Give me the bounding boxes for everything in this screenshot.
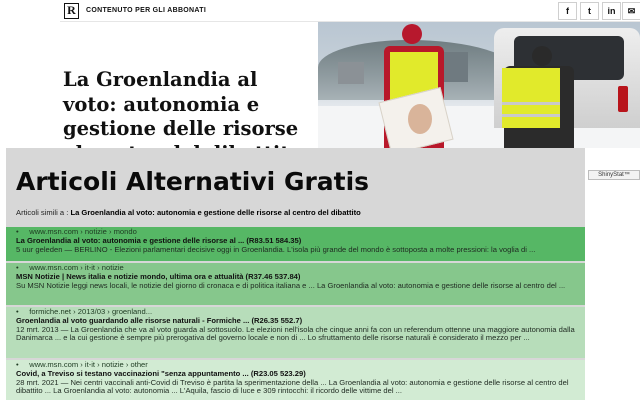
photo-person-hat <box>402 24 422 44</box>
facebook-share-button[interactable] <box>558 2 577 20</box>
result-title-link[interactable]: Covid, a Treviso si testano vaccinazioni "senza appuntamento ... (R23.05 523.29) <box>16 368 306 378</box>
alternative-articles-panel <box>6 148 585 400</box>
photo-poster-face <box>408 104 432 134</box>
result-title-link[interactable]: La Groenlandia al voto: autonomia e gestione delle risorse al ... (R83.51 584.35) <box>16 235 302 245</box>
result-source-text: www.msn.com › notizie › mondo <box>29 227 137 236</box>
photo-person-hat <box>532 46 552 66</box>
result-title-link[interactable]: MSN Notizie | News italia e notizie mondo, ultima ora e attualità (R37.46 537.84) <box>16 271 301 281</box>
result-title-link[interactable]: Groenlandia al voto guardando alle risorse naturali - Formiche ... (R26.35 552.7) <box>16 315 303 325</box>
result-item[interactable] <box>6 263 585 305</box>
result-item[interactable] <box>6 227 585 261</box>
facebook-icon: f <box>566 6 569 16</box>
article-header <box>60 0 640 22</box>
result-source-text: formiche.net › 2013/03 › groenland... <box>29 307 153 316</box>
panel-title: Articoli Alternativi Gratis <box>16 167 370 196</box>
photo-car-light <box>618 86 628 112</box>
result-snippet: Su MSN Notizie leggi news locali, le notizie del giorno di cronaca e di politica italiana e ... La Groenlandia al voto: autonomia e gestione delle risorse al centro del ... <box>16 280 566 290</box>
twitter-icon: t <box>588 6 591 16</box>
similar-to-line <box>16 208 361 217</box>
result-source-text: www.msn.com › it-it › notizie <box>29 263 124 272</box>
photo-person-vest <box>502 68 560 128</box>
result-item[interactable] <box>6 307 585 358</box>
result-source: • www.msn.com › it-it › notizie › other <box>16 360 148 369</box>
email-icon: ✉ <box>627 6 636 16</box>
similar-subject: La Groenlandia al voto: autonomia e gestione delle risorse al centro del dibattito <box>70 208 361 217</box>
photo-house <box>338 62 364 84</box>
result-source: • formiche.net › 2013/03 › groenland... <box>16 307 153 316</box>
similar-prefix: Articoli simili a : <box>16 208 69 217</box>
site-logo[interactable]: R <box>64 3 79 19</box>
article-photo <box>318 22 640 148</box>
page-side-gutter <box>585 148 640 400</box>
article-title: La Groenlandia al voto: autonomia e gestione delle risorse <box>63 68 299 140</box>
linkedin-icon: in <box>607 6 616 16</box>
photo-vest-stripe <box>502 114 560 117</box>
subscribers-label: CONTENUTO PER GLI ABBONATI <box>86 7 207 14</box>
result-snippet: 5 uur geleden — BERLINO - Elezioni parlamentari decisive oggi in Groenlandia. L'isola più grande del mondo è sottoposta a molte pressioni: la voglia di ... <box>16 244 536 254</box>
result-item[interactable] <box>6 360 585 400</box>
result-snippet: 28 mrt. 2021 — Nei centri vaccinali anti-Covid di Treviso è partita la sperimentazione della ... La Groenlandia al voto: autonomia e gestione delle risorse al centro del dibattito ... La Groenlandia al voto: autonomia ... L'Aquila, fascio di luce e 309 rintocchi: il ricordo delle vittime del ... <box>16 377 569 396</box>
shinystat-badge[interactable]: ShinyStat™ <box>588 170 640 180</box>
result-source: • www.msn.com › notizie › mondo <box>16 227 137 236</box>
result-snippet: 12 mrt. 2013 — La Groenlandia che va al voto guarda al sottosuolo. Le elezioni nell'isola che cinque anni fa con un referendum ottenne una maggiore autonomia dalla Danimarca ... e la cui gestione è sempre più prerogativa del governo locale e non di ... Lo sfruttamento delle risorse naturali è considerato il mezzo per ... <box>16 324 575 343</box>
email-share-button[interactable] <box>622 2 640 20</box>
result-source: • www.msn.com › it-it › notizie <box>16 263 124 272</box>
linkedin-share-button[interactable] <box>602 2 621 20</box>
result-source-text: www.msn.com › it-it › notizie › other <box>29 360 148 369</box>
photo-vest-stripe <box>502 102 560 105</box>
twitter-share-button[interactable] <box>580 2 599 20</box>
